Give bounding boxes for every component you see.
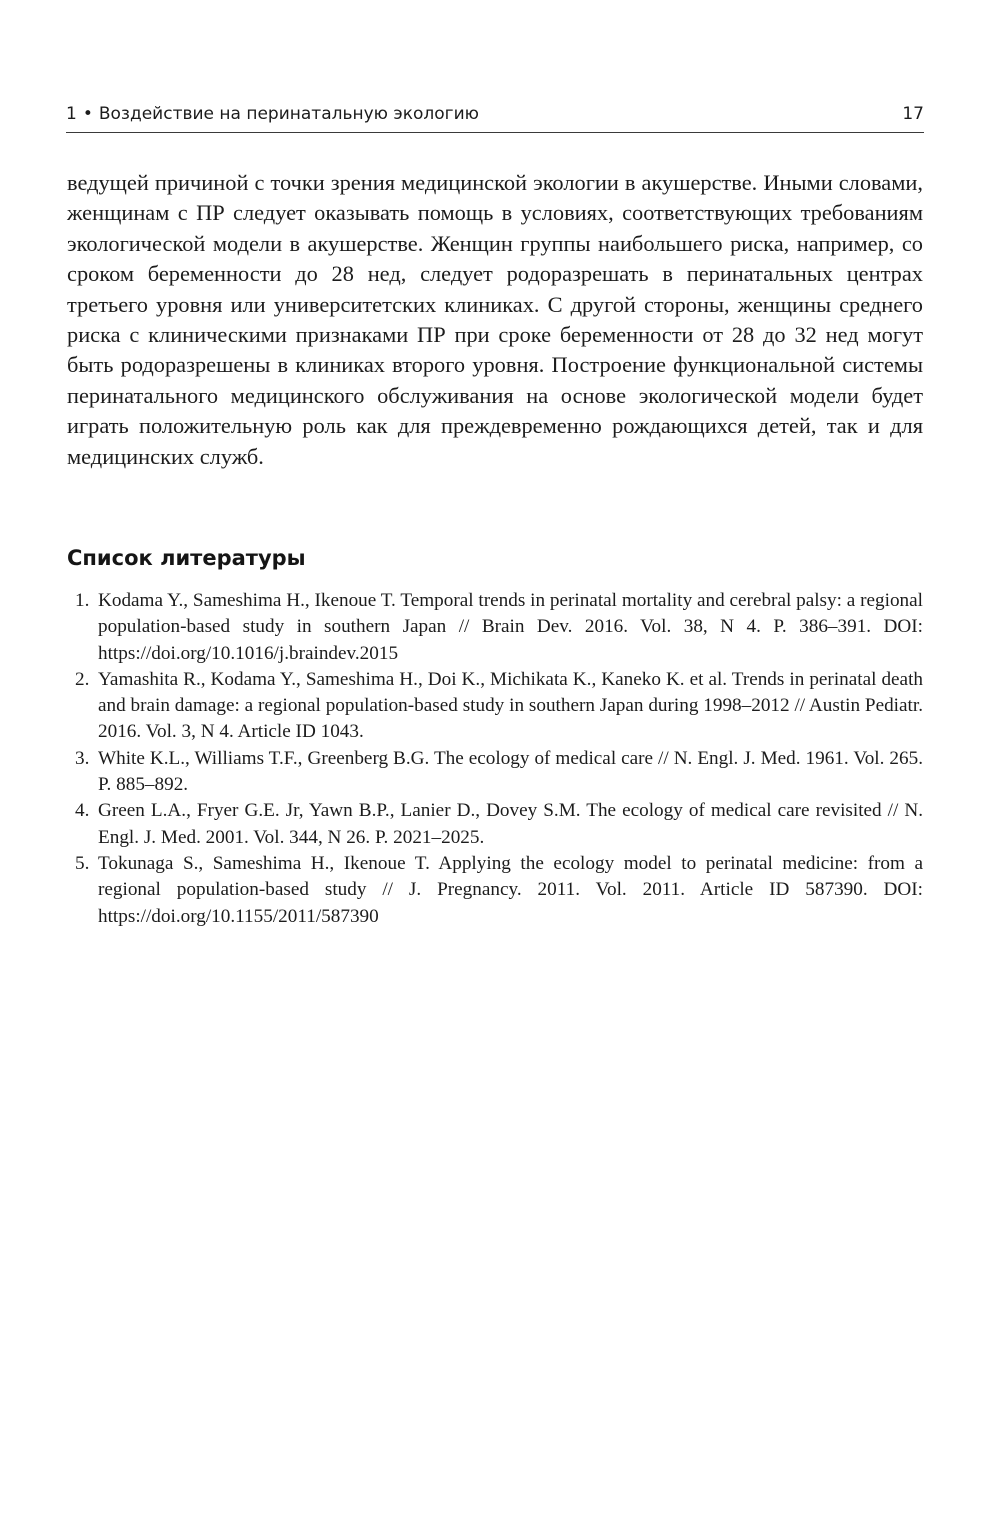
reference-number: 4. (75, 800, 90, 822)
body-paragraph: ведущей причиной с точки зрения медицинской экологии в акушерстве. Иными словами, женщинам с ПР следует оказывать помощь в условиях, соответствующих требованиям экологической модели в акушерстве. Женщин группы наибольшего риска, например, со сроком беременности до 28 нед, следует родоразрешать в перинатальных центрах третьего уровня или университетских клиниках. С другой стороны, женщины среднего риска с клиническими признаками ПР при сроке беременности от 28 до 32 нед могут быть родоразрешены в клиниках второго уровня. Построение функциональной системы перинатального медицинского обслуживания на основе экологической модели будет играть положительную роль как для преждевременно рождающихся детей, так и для медицинских служб. (67, 170, 923, 469)
reference-item-1 (67, 588, 923, 667)
reference-item-5 (67, 851, 923, 930)
chapter-title: Воздействие на перинатальную экологию (98, 104, 479, 124)
bullet-separator: • (82, 104, 93, 124)
running-header (66, 100, 924, 133)
reference-number: 3. (75, 747, 90, 769)
reference-text: Tokunaga S., Sameshima H., Ikenoue T. Applying the ecology model to perinatal medicine: from a regional population-based study // J. Pregnancy. 2011. Vol. 2011. Article ID 587390. DOI: https://doi.org/10.1155/2011/587390 (98, 852, 923, 927)
reference-text: Yamashita R., Kodama Y., Sameshima H., Doi K., Michikata K., Kaneko K. et al. Trends in perinatal death and brain damage: a regional population-based study in southern Japan during 1998–2012 // Austin Pediatr. 2016. Vol. 3, N 4. Article ID 1043. (98, 668, 923, 743)
chapter-label (66, 100, 479, 128)
reference-item-2 (67, 667, 923, 746)
reference-text: Green L.A., Fryer G.E. Jr, Yawn B.P., Lanier D., Dovey S.M. The ecology of medical care revisited // N. Engl. J. Med. 2001. Vol. 344, N 26. P. 2021–2025. (98, 800, 923, 848)
reference-item-3 (67, 746, 923, 799)
chapter-number: 1 (66, 104, 77, 124)
references-heading: Список литературы (67, 546, 306, 570)
reference-text: Kodama Y., Sameshima H., Ikenoue T. Temporal trends in perinatal mortality and cerebral palsy: a regional population-based study in southern Japan // Brain Dev. 2016. Vol. 38, N 4. P. 386–391. DOI: https://doi.org/10.1016/j.braindev.2015 (98, 590, 923, 664)
reference-text: White K.L., Williams T.F., Greenberg B.G. The ecology of medical care // N. Engl. J. Med. 1961. Vol. 265. P. 885–892. (98, 747, 923, 796)
reference-item-4 (67, 798, 923, 851)
reference-number: 1. (75, 590, 90, 611)
page-number: 17 (902, 104, 924, 124)
reference-number: 5. (75, 852, 90, 874)
references-list (67, 588, 923, 930)
reference-number: 2. (75, 668, 90, 690)
